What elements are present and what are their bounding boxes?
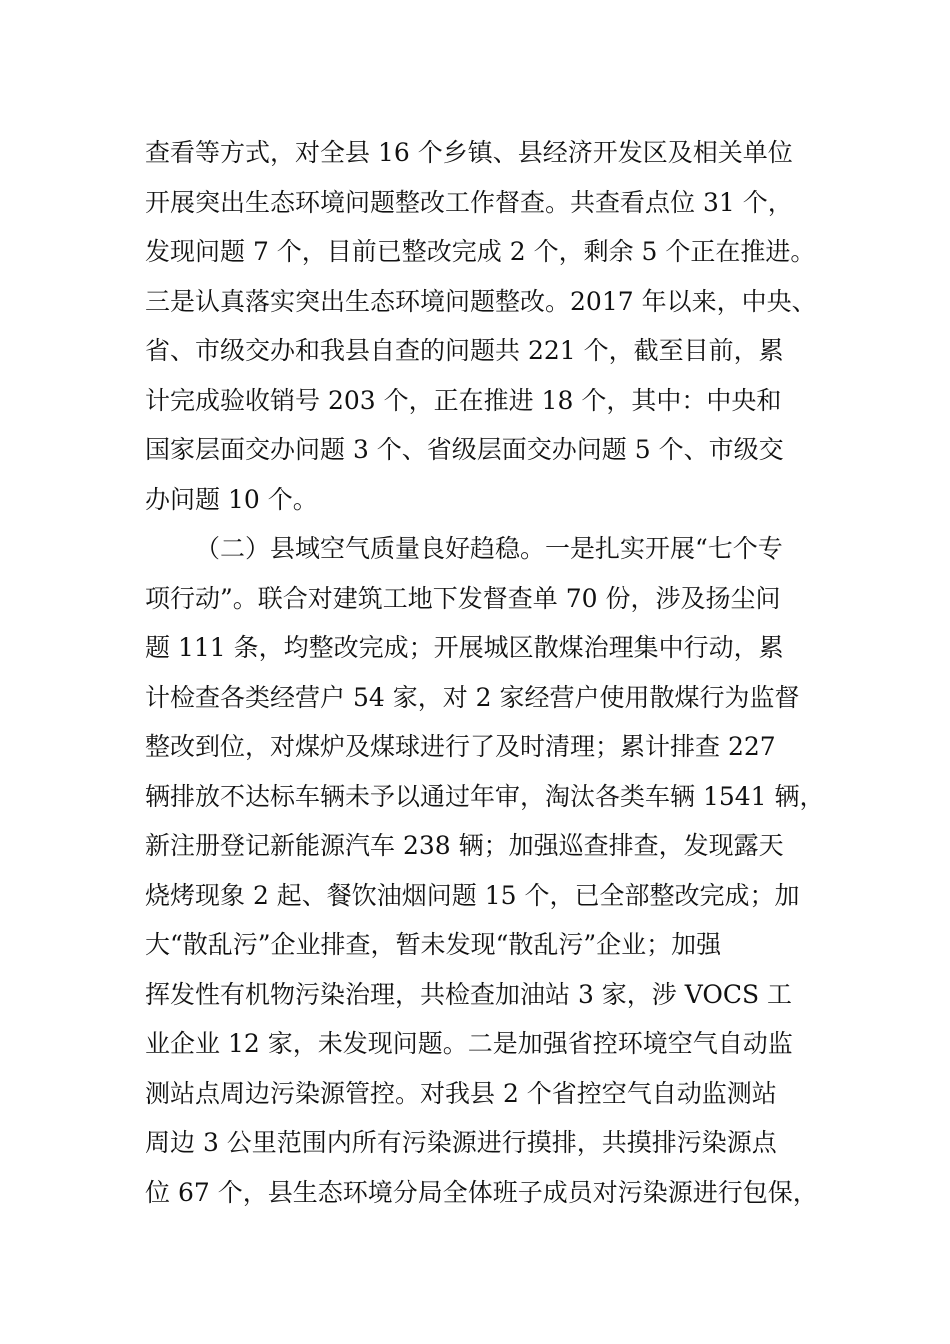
text-line: 测站点周边污染源管控。对我县 2 个省控空气自动监测站 bbox=[145, 1078, 777, 1108]
text-line: 办问题 10 个。 bbox=[145, 484, 318, 514]
document-body bbox=[145, 128, 845, 1217]
text-line: 三是认真落实突出生态环境问题整改。2017 年以来，中央、 bbox=[145, 286, 817, 316]
text-line: （二）县域空气质量良好趋稳。一是扎实开展“七个专 bbox=[195, 534, 783, 563]
paragraph-2 bbox=[145, 524, 845, 1217]
text-line: 大“散乱污”企业排查，暂未发现“散乱污”企业；加强 bbox=[145, 930, 722, 959]
text-line: 查看等方式，对全县 16 个乡镇、县经济开发区及相关单位 bbox=[145, 138, 793, 167]
text-line: 周边 3 公里范围内所有污染源进行摸排，共摸排污染源点 bbox=[145, 1128, 777, 1157]
text-line: 计检查各类经营户 54 家，对 2 家经营户使用散煤行为监督 bbox=[145, 682, 800, 712]
text-line: 题 111 条，均整改完成；开展城区散煤治理集中行动，累 bbox=[145, 633, 784, 662]
paragraph-1 bbox=[145, 128, 845, 524]
text-line: 整改到位，对煤炉及煤球进行了及时清理；累计排查 227 bbox=[145, 732, 776, 761]
text-line: 新注册登记新能源汽车 238 辆；加强巡查排查，发现露天 bbox=[145, 831, 784, 860]
text-line: 开展突出生态环境问题整改工作督查。共查看点位 31 个， bbox=[145, 187, 793, 217]
text-line: 烧烤现象 2 起、餐饮油烟问题 15 个，已全部整改完成；加 bbox=[145, 880, 800, 910]
text-line: 业企业 12 家，未发现问题。二是加强省控环境空气自动监 bbox=[145, 1029, 793, 1058]
text-line: 省、市级交办和我县自查的问题共 221 个，截至目前，累 bbox=[145, 336, 784, 365]
text-line: 项行动”。联合对建筑工地下发督查单 70 份，涉及扬尘问 bbox=[145, 583, 781, 613]
text-line: 计完成验收销号 203 个，正在推进 18 个，其中：中央和 bbox=[145, 385, 782, 415]
text-line: 国家层面交办问题 3 个、省级层面交办问题 5 个、市级交 bbox=[145, 435, 784, 464]
text-line: 挥发性有机物污染治理，共检查加油站 3 家，涉 VOCS 工 bbox=[145, 979, 793, 1009]
text-line: 位 67 个，县生态环境分局全体班子成员对污染源进行包保， bbox=[145, 1177, 818, 1207]
text-line: 发现问题 7 个，目前已整改完成 2 个，剩余 5 个正在推进。 bbox=[145, 237, 816, 266]
text-line: 辆排放不达标车辆未予以通过年审，淘汰各类车辆 1541 辆， bbox=[145, 781, 825, 811]
